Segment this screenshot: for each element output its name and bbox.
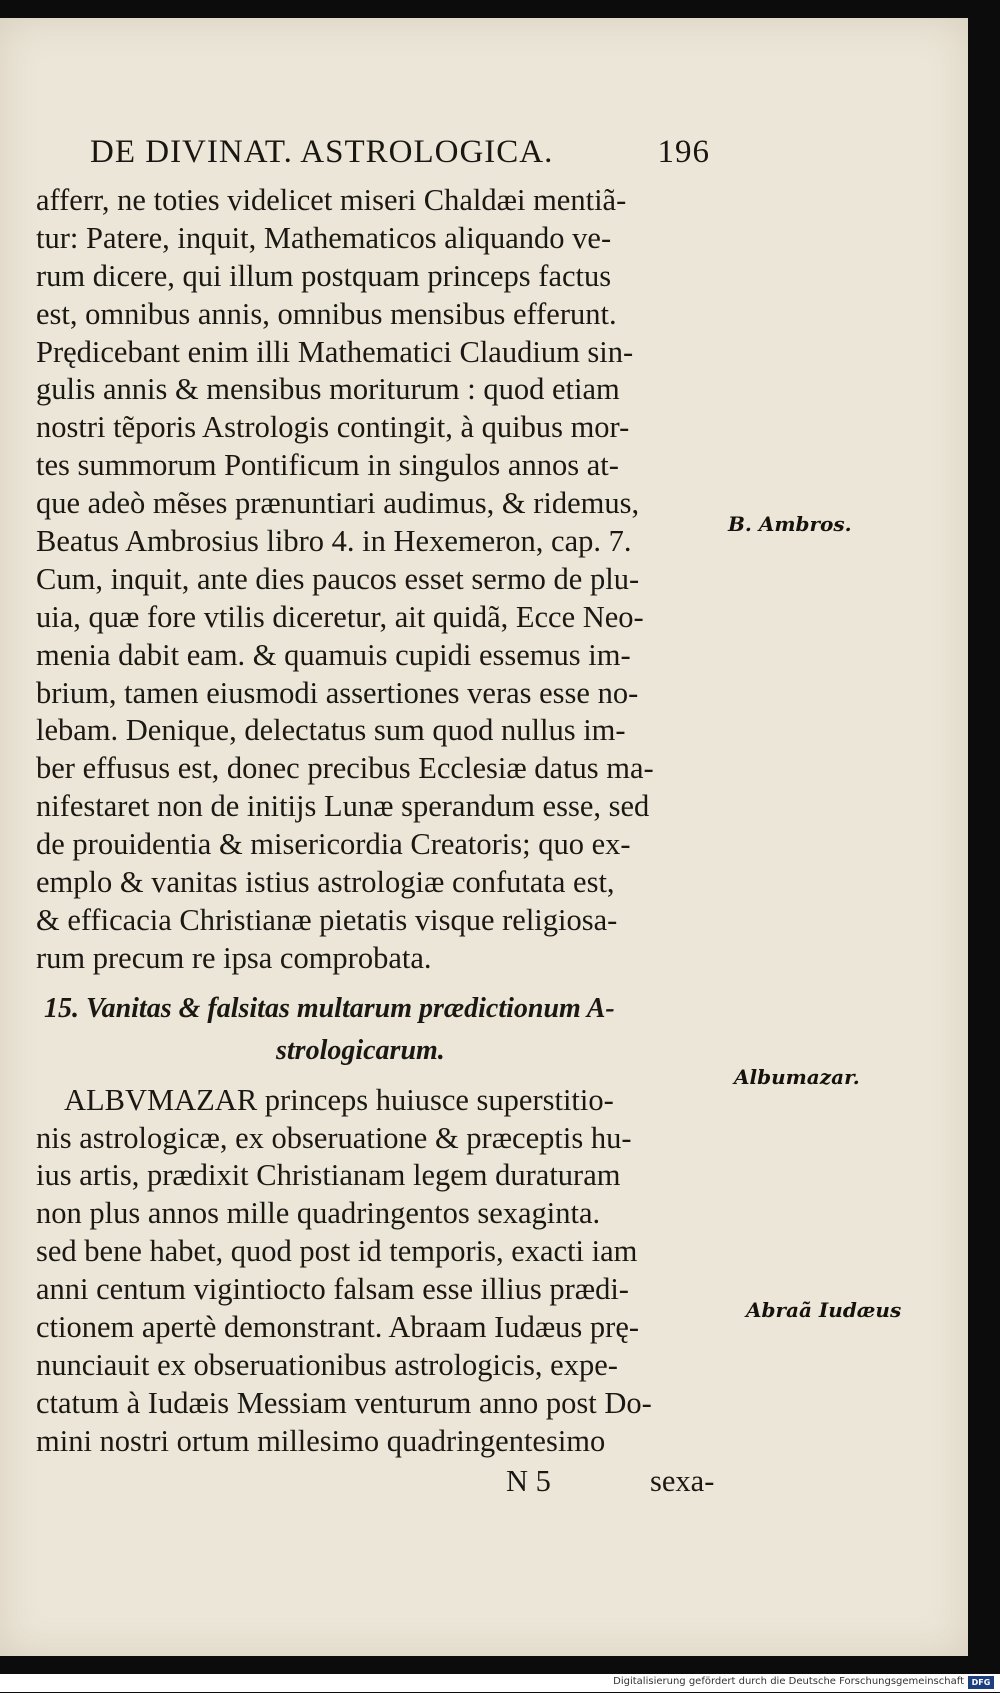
text-line: sed bene habet, quod post id temporis, exacti iam bbox=[36, 1234, 638, 1269]
text-line: nifestaret non de initijs Lunæ sperandum esse, sed bbox=[36, 789, 650, 824]
text-line: afferr, ne toties videlicet miseri Chaldæi mentiã- bbox=[36, 183, 627, 217]
text-line: nis astrologicæ, ex obseruatione & præceptis hu- bbox=[36, 1120, 632, 1155]
text-line: est, omnibus annis, omnibus mensibus efferunt. bbox=[36, 296, 617, 331]
text-line: Cum, inquit, ante dies paucos esset sermo de plu- bbox=[36, 561, 640, 596]
marginal-note-ambrose: B. Ambros. bbox=[728, 512, 852, 536]
text-line: emplo & vanitas istius astrologiæ confutata est, bbox=[36, 865, 615, 900]
text-line: uia, quæ fore vtilis diceretur, ait quidã, Ecce Neo- bbox=[36, 599, 644, 634]
spacer bbox=[36, 1072, 716, 1082]
text-line: menia dabit eam. & quamuis cupidi essemus im- bbox=[36, 637, 631, 672]
text-line: ber effusus est, donec precibus Ecclesiæ datus ma- bbox=[36, 751, 654, 786]
signature-mark: N 5 bbox=[506, 1464, 551, 1498]
dfg-logo: DFG bbox=[968, 1676, 994, 1689]
marginal-note-albumazar: Albumazar. bbox=[734, 1065, 860, 1089]
running-header bbox=[90, 134, 710, 174]
text-line: tur: Patere, inquit, Mathematicos aliquando ve- bbox=[36, 220, 612, 255]
text-line: Prędicebant enim illi Mathematici Claudium sin- bbox=[36, 334, 634, 369]
text-line: ctionem apertè demonstrant. Abraam Iudæus prę- bbox=[36, 1310, 640, 1345]
text-line: ius artis, prædixit Christianam legem duraturam bbox=[36, 1158, 621, 1193]
text-line: nostri tẽporis Astrologis contingit, à quibus mor- bbox=[36, 410, 630, 445]
digitization-footer bbox=[0, 1674, 1000, 1692]
text-line: que adeò mẽses prænuntiari audimus, & ridemus, bbox=[36, 486, 640, 521]
text-line: & efficacia Christianæ pietatis visque religiosa- bbox=[36, 902, 618, 937]
section-heading-line-2: strologicarum. bbox=[276, 1034, 445, 1066]
text-line: rum precum re ipsa comprobata. bbox=[36, 940, 432, 975]
text-line: rum dicere, qui illum postquam princeps factus bbox=[36, 258, 612, 293]
text-line: brium, tamen eiusmodi assertiones veras esse no- bbox=[36, 675, 639, 710]
text-line: de prouidentia & misericordia Creatoris; quo ex- bbox=[36, 827, 631, 862]
spacer bbox=[36, 978, 716, 988]
section-heading-line-1: Vanitas & falsitas multarum prædictionum A- bbox=[86, 992, 615, 1024]
text-line: Beatus Ambrosius libro 4. in Hexemeron, cap. 7. bbox=[36, 524, 632, 559]
page-foot bbox=[36, 1464, 716, 1504]
page-number: 196 bbox=[657, 134, 710, 170]
text-line: ALBVMAZAR princeps huiusce superstitio- bbox=[64, 1082, 614, 1117]
text-line: non plus annos mille quadringentos sexaginta. bbox=[36, 1196, 601, 1231]
text-line: anni centum vigintiocto falsam esse illius prædi- bbox=[36, 1272, 629, 1307]
text-line: gulis annis & mensibus moriturum : quod etiam bbox=[36, 372, 620, 407]
footer-credit: Digitalisierung gefördert durch die Deutsche Forschungsgemeinschaft bbox=[613, 1676, 964, 1687]
text-line: mini nostri ortum millesimo quadringentesimo bbox=[36, 1423, 606, 1458]
text-line: lebam. Denique, delectatus sum quod nullus im- bbox=[36, 713, 626, 748]
text-line: nunciauit ex obseruationibus astrologicis, expe- bbox=[36, 1347, 618, 1382]
main-text bbox=[36, 182, 716, 1461]
text-line: ctatum à Iudæis Messiam venturum anno post Do- bbox=[36, 1385, 652, 1420]
marginal-note-abraam: Abraã Iudæus bbox=[746, 1298, 902, 1322]
running-title: DE DIVINAT. ASTROLOGICA. bbox=[90, 134, 554, 170]
catchword: sexa- bbox=[650, 1464, 715, 1498]
section-number: 15. bbox=[44, 992, 79, 1024]
section-heading bbox=[36, 988, 716, 1030]
text-line: tes summorum Pontificum in singulos annos at- bbox=[36, 448, 619, 483]
